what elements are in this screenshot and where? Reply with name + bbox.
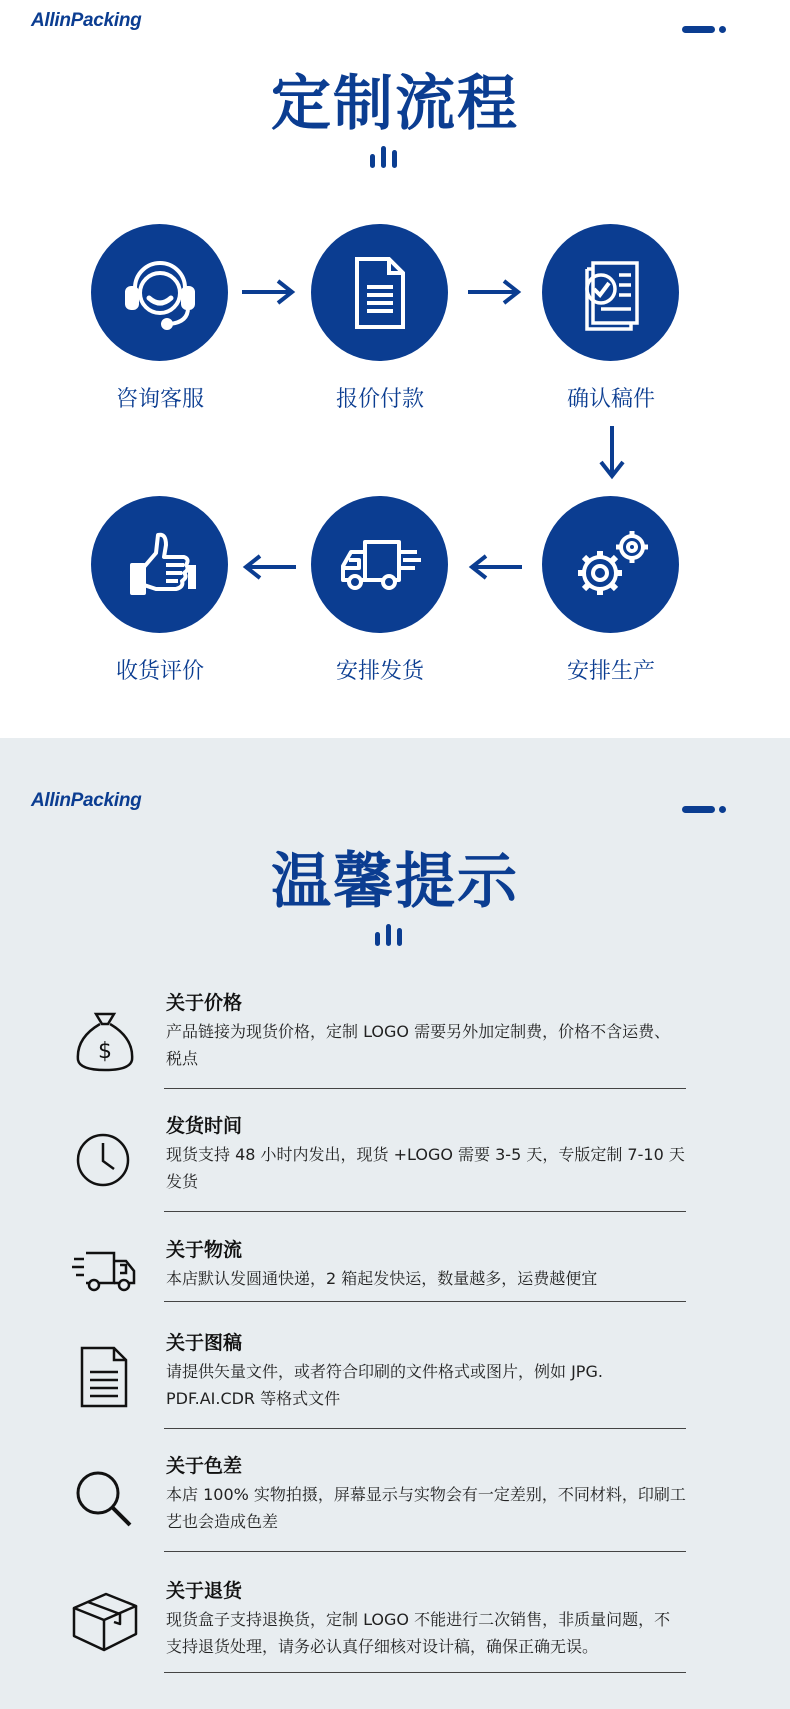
- magnifier-icon: [70, 1465, 140, 1535]
- document-icon: [311, 224, 448, 361]
- process-title: 定制流程: [271, 69, 519, 139]
- tip-title: 关于图稿: [166, 1332, 243, 1354]
- tip-text: 本店 100% 实物拍摄，屏幕显示与实物会有一定差别，不同材料，印刷工艺也会造成色差: [166, 1485, 686, 1531]
- title-ticks: [370, 146, 400, 168]
- divider: [164, 1672, 686, 1673]
- tip-text: 产品链接为现货价格，定制 LOGO 需要另外加定制费，价格不含运费、税点: [166, 1022, 671, 1068]
- step-label-5: 安排发货: [335, 659, 424, 684]
- truck-icon: [311, 496, 448, 633]
- tip-title: 关于退货: [166, 1580, 243, 1602]
- arrow-right-icon: [240, 279, 298, 305]
- arrow-down-icon: [597, 424, 627, 482]
- tip-text: 请提供矢量文件，或者符合印刷的文件格式或图片，例如 JPG. PDF.AI.CDR 等格式文件: [166, 1362, 603, 1408]
- svg-text:$: $: [98, 1039, 112, 1064]
- divider: [164, 1428, 686, 1429]
- decor-bar: [682, 26, 726, 33]
- divider: [164, 1088, 686, 1089]
- tips-section: [0, 738, 790, 1709]
- divider: [164, 1211, 686, 1212]
- money-bag-icon: [70, 1006, 140, 1076]
- divider: [164, 1551, 686, 1552]
- tip-text: 本店默认发圆通快递，2 箱起发快运，数量越多，运费越便宜: [166, 1269, 598, 1288]
- gears-icon: [542, 496, 679, 633]
- tip-title: 关于价格: [166, 992, 243, 1014]
- decor-bar-2: [682, 806, 726, 813]
- tip-title: 关于色差: [166, 1455, 243, 1477]
- tip-title: 发货时间: [166, 1115, 243, 1137]
- title-ticks-2: [375, 924, 405, 946]
- arrow-left-icon-2: [466, 554, 524, 580]
- tip-title: 关于物流: [166, 1239, 243, 1261]
- step-label-3: 确认稿件: [566, 387, 655, 412]
- thumbs-up-icon: [91, 496, 228, 633]
- clock-icon: [70, 1125, 140, 1195]
- brand-logo: AllinPacking: [31, 10, 142, 31]
- step-label-1: 咨询客服: [115, 387, 204, 412]
- tips-title: 温馨提示: [271, 847, 519, 917]
- divider: [164, 1301, 686, 1302]
- checklist-icon: [542, 224, 679, 361]
- delivery-truck-icon: [70, 1237, 140, 1307]
- process-section: [0, 0, 790, 738]
- brand-logo-2: AllinPacking: [31, 790, 142, 811]
- tip-text: 现货盒子支持退换货，定制 LOGO 不能进行二次销售，非质量问题，不支持退货处理，请务必认真仔细核对设计稿，确保正确无误。: [166, 1610, 671, 1656]
- arrow-left-icon: [240, 554, 298, 580]
- box-icon: [70, 1586, 140, 1656]
- file-icon: [70, 1342, 140, 1412]
- arrow-right-icon-2: [466, 279, 524, 305]
- step-label-2: 报价付款: [335, 387, 424, 412]
- step-label-4: 安排生产: [566, 659, 655, 684]
- headset-icon: [91, 224, 228, 361]
- step-label-6: 收货评价: [115, 659, 204, 684]
- tip-text: 现货支持 48 小时内发出，现货 +LOGO 需要 3-5 天，专版定制 7-10 天发货: [166, 1145, 685, 1191]
